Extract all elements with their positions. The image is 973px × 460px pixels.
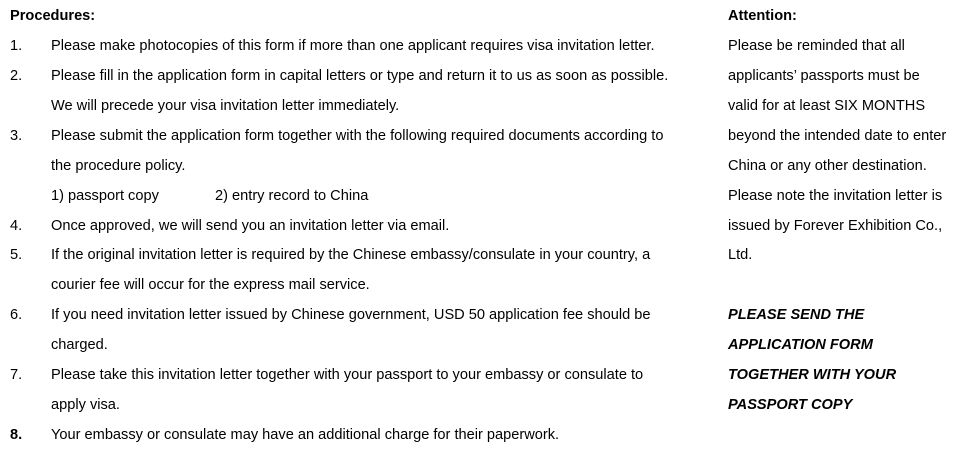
item-text-line: apply visa. (51, 397, 120, 413)
emphasis-line: APPLICATION FORM (728, 337, 873, 353)
attention-line: applicants’ passports must be (728, 68, 920, 84)
procedures-heading: Procedures: (10, 8, 96, 24)
emphasis-line: PASSPORT COPY (728, 397, 853, 413)
item-text-line: Please take this invitation letter together with your passport to your embassy or consulate to (51, 367, 644, 383)
item-number: 8. (10, 427, 23, 443)
item-text-line: courier fee will occur for the express mail service. (51, 277, 370, 293)
item-number: 5. (10, 247, 23, 263)
item-text-line: We will precede your visa invitation letter immediately. (51, 98, 400, 114)
item-number: 2. (10, 68, 23, 84)
item-number: 6. (10, 307, 23, 323)
attention-line: valid for at least SIX MONTHS (728, 98, 926, 114)
emphasis-line: PLEASE SEND THE (728, 307, 865, 323)
item-text-line: charged. (51, 337, 108, 353)
emphasis-line: TOGETHER WITH YOUR (728, 367, 897, 383)
item-number: 1. (10, 38, 23, 54)
required-doc-item: 1) passport copy (51, 188, 159, 204)
attention-line: China or any other destination. (728, 158, 927, 174)
item-text-line: If the original invitation letter is required by the Chinese embassy/consulate in your country, a (51, 247, 651, 263)
attention-line: Please note the invitation letter is (728, 188, 943, 204)
attention-line: issued by Forever Exhibition Co., (728, 218, 943, 234)
attention-line: beyond the intended date to enter (728, 128, 947, 144)
item-number: 4. (10, 218, 23, 234)
item-text-line: Please submit the application form together with the following required documents according to (51, 128, 664, 144)
attention-heading: Attention: (728, 8, 797, 24)
item-text-line: Please fill in the application form in capital letters or type and return it to us as soon as possible. (51, 68, 669, 84)
item-text-line: Once approved, we will send you an invitation letter via email. (51, 218, 450, 234)
item-text-line: Your embassy or consulate may have an additional charge for their paperwork. (51, 427, 560, 443)
attention-line: Ltd. (728, 247, 753, 263)
item-number: 7. (10, 367, 23, 383)
item-text-line: Please make photocopies of this form if more than one applicant requires visa invitation letter. (51, 38, 655, 54)
item-number: 3. (10, 128, 23, 144)
attention-line: Please be reminded that all (728, 38, 905, 54)
item-text-line: If you need invitation letter issued by Chinese government, USD 50 application fee should be (51, 307, 651, 323)
required-doc-item: 2) entry record to China (215, 188, 369, 204)
item-text-line: the procedure policy. (51, 158, 186, 174)
